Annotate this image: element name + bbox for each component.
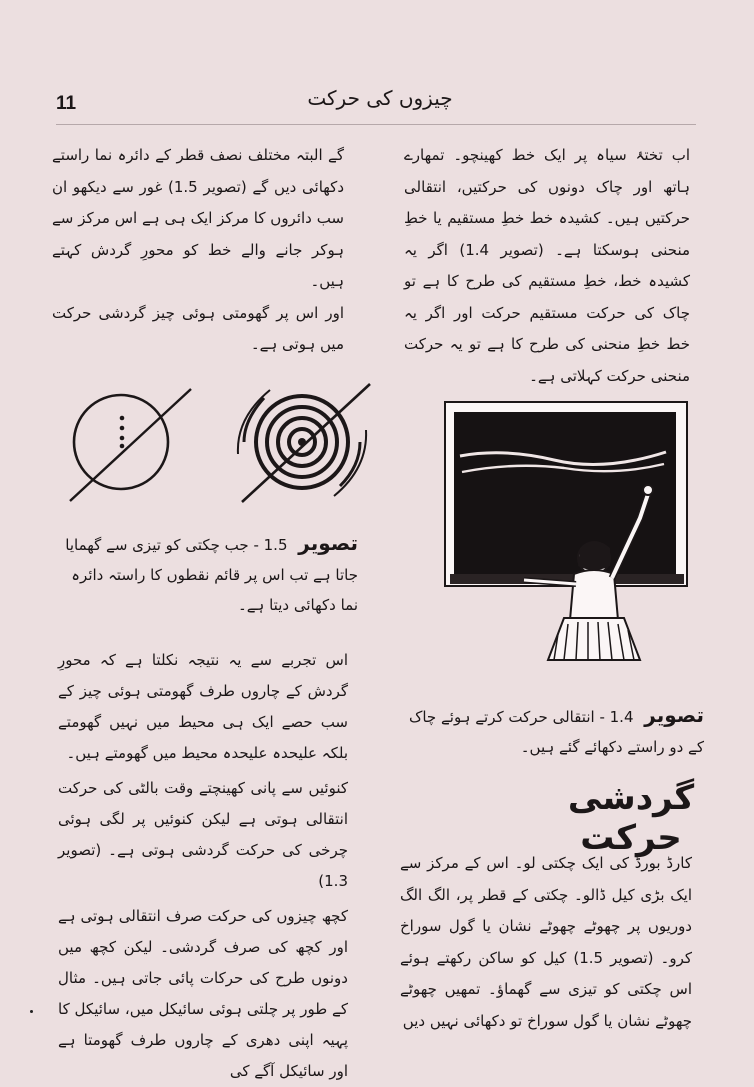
print-speck — [30, 1010, 33, 1013]
figure-1-4-caption: تصویر 1.4 - انتقالی حرکت کرتے ہوئے چاک کے دو راستے دکھائے گئے ہیں۔ — [408, 703, 704, 756]
paragraph: اب تختۂ سیاہ پر ایک خط کھینچو۔ تمھارے ہاتھ اور چاک دونوں کی حرکتیں، انتقالی حرکتیں ہیں۔ کشیدہ خط خطِ مستقیم یا خطِ منحنی ہوسکتا ہے۔ (تصویر 1.4) اگر یہ کشیدہ خط، خطِ مستقیم کی طرح کا ہے تو چاک کی حرکت مستقیم حرکت اور اگر یہ خط خطِ منحنی کی طرح کا ہے تو یہ حرکت منحنی حرکت کہلاتی ہے۔ — [404, 146, 691, 385]
caption-text: انتقالی حرکت کرتے ہوئے چاک کے دو راستے دکھائے گئے ہیں۔ — [408, 708, 704, 756]
running-title: چیزوں کی حرکت — [307, 86, 453, 110]
page-number: 11 — [56, 93, 77, 114]
concentric-circles-figure — [236, 380, 376, 510]
paragraph: کنوئیں سے پانی کھینچتے وقت بالٹی کی حرکت انتقالی ہوتی ہے لیکن کنوئیں پر لگی ہوئی چرخی کی حرکت گردشی ہوتی ہے۔ (تصویر 1.3) — [58, 779, 348, 890]
header-rule — [56, 124, 696, 125]
paragraph: اور اس پر گھومتی ہوئی چیز گردشی حرکت میں ہوتی ہے۔ — [52, 303, 344, 353]
paragraph: کارڈ بورڈ کی ایک چکتی لو۔ اس کے مرکز سے ایک بڑی کیل ڈالو۔ چکتی کے قطر پر، الگ الگ دوریوں پر چھوٹے چھوٹے نشان یا گول سوراخ کرو۔ (تصویر 1.5) کیل کو ساکن رکھتے ہوئے اس چکتی کو تیزی سے گھماؤ۔ تمھیں چھوٹے چھوٹے نشان یا گول سوراخ تو دکھائی نہیں دیں — [400, 854, 692, 1030]
figure-1-5-caption: تصویر 1.5 - جب چکتی کو تیزی سے گھمایا جاتا ہے تب اس پر قائم نقطوں کا راستہ دائرہ نما دکھائی دیتا ہے۔ — [65, 531, 358, 614]
left-column-body — [58, 645, 348, 1087]
paragraph: اس تجربے سے یہ نتیجہ نکلتا ہے کہ محورِ گردش کے چاروں طرف گھومتی ہوئی چیز کے سب حصے ایک ہی محیط میں نہیں گھومتے بلکہ علیحدہ علیحدہ محیط میں گھومتے ہیں۔ — [58, 651, 348, 762]
caption-number: 1.4 — [609, 708, 634, 726]
section-heading: گردشی حرکت — [567, 778, 695, 858]
caption-text: جب چکتی کو تیزی سے گھمایا جاتا ہے تب اس پر قائم نقطوں کا راستہ دائرہ نما دکھائی دیتا ہے۔ — [65, 536, 358, 614]
caption-label: تصویر — [298, 531, 358, 555]
caption-number: 1.5 — [263, 536, 288, 554]
paragraph: کچھ چیزوں کی حرکت صرف انتقالی ہوتی ہے اور کچھ کی صرف گردشی۔ لیکن کچھ میں دونوں طرح کی حرکات پائی جاتی ہیں۔ مثال کے طور پر چلتی ہوئی سائیکل میں، سائیکل کا پہیہ اپنی دھری کے چاروں طرف گھومتا ہے اور سائیکل آگے کی — [58, 907, 348, 1080]
right-column-top — [404, 140, 690, 392]
right-column-bottom — [400, 848, 692, 1037]
disc-with-holes-figure — [66, 385, 196, 510]
left-column-top — [52, 140, 344, 361]
caption-label: تصویر — [644, 703, 704, 727]
paragraph: گے البتہ مختلف نصف قطر کے دائرہ نما راستے دکھائی دیں گے (تصویر 1.5) غور سے دیکھو ان سب دائروں کا مرکز ایک ہی ہے اس مرکز سے ہوکر جانے والے خط کو محورِ گردش کہتے ہیں۔ — [52, 146, 344, 290]
blackboard-girl-figure — [444, 398, 694, 668]
